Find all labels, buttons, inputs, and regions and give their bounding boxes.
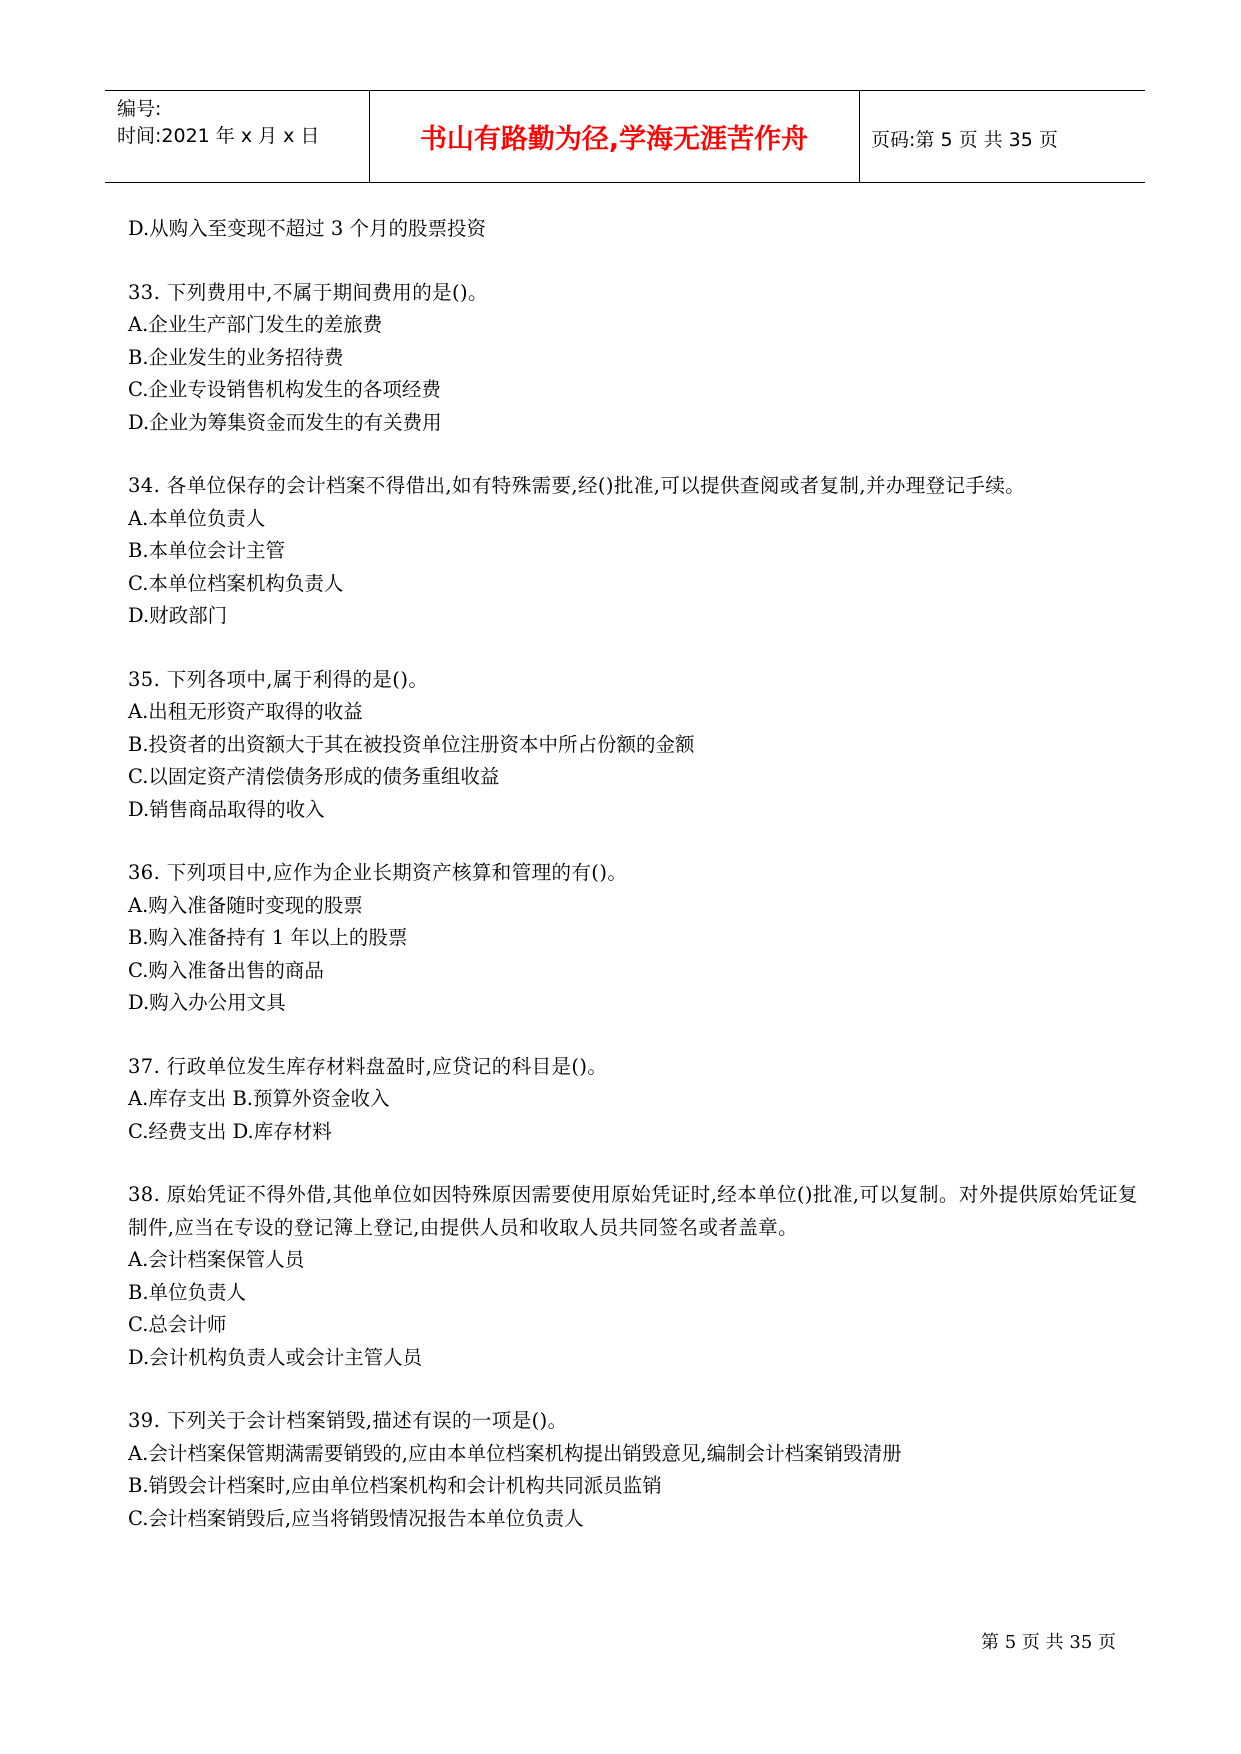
answer-option: C.企业专设销售机构发生的各项经费 (128, 378, 441, 401)
answer-option: C.以固定资产清偿债务形成的债务重组收益 (128, 765, 500, 788)
answer-option: B.购入准备持有 1 年以上的股票 (128, 926, 408, 949)
question-stem: 37. 行政单位发生库存材料盘盈时,应贷记的科目是()。 (128, 1054, 608, 1078)
answer-option: A.会计档案保管人员 (128, 1248, 305, 1271)
answer-option: B.投资者的出资额大于其在被投资单位注册资本中所占份额的金额 (128, 732, 695, 756)
question-block (128, 1051, 1138, 1149)
question-stem: 34. 各单位保存的会计档案不得借出,如有特殊需要,经()批准,可以提供查阅或者复制,并办理登记手续。 (128, 474, 1026, 497)
question-stem: 38. 原始凭证不得外借,其他单位如因特殊原因需要使用原始凭证时,经本单位()批准,可以复制。对外提供原始凭证复制件,应当在专设的登记簿上登记,由提供人员和收取人员共同签名或者盖章。 (128, 1183, 1138, 1239)
question-stem: 36. 下列项目中,应作为企业长期资产核算和管理的有()。 (128, 861, 628, 884)
answer-option: D.会计机构负责人或会计主管人员 (128, 1345, 423, 1369)
answer-option: D.购入办公用文具 (128, 991, 286, 1014)
document-number-label: 编号: (117, 98, 162, 120)
answer-option: C.本单位档案机构负责人 (128, 571, 344, 595)
question-stem: 39. 下列关于会计档案销毁,描述有误的一项是()。 (128, 1409, 568, 1432)
answer-option: B.本单位会计主管 (128, 539, 286, 562)
header-motto-cell (369, 91, 860, 182)
question-block (128, 857, 1138, 1020)
header-info-cell (105, 91, 370, 182)
question-block (128, 664, 1138, 827)
header-page-cell (859, 91, 1145, 182)
question-stem: 33. 下列费用中,不属于期间费用的是()。 (128, 280, 488, 304)
answer-option: A.企业生产部门发生的差旅费 (128, 313, 383, 336)
question-stem: 35. 下列各项中,属于利得的是()。 (128, 667, 429, 691)
page-footer: 第 5 页 共 35 页 (981, 1632, 1116, 1653)
continued-option: D.从购入至变现不超过 3 个月的股票投资 (128, 217, 486, 240)
answer-option: B.企业发生的业务招待费 (128, 345, 344, 369)
answer-option: A.库存支出 B.预算外资金收入 (128, 1087, 390, 1110)
question-list (128, 277, 1138, 1536)
answer-option: D.销售商品取得的收入 (128, 797, 325, 821)
answer-option: A.出租无形资产取得的收益 (128, 700, 363, 723)
header-motto: 书山有路勤为径,学海无涯苦作舟 (419, 124, 809, 155)
answer-option: C.购入准备出售的商品 (128, 958, 324, 982)
answer-option: C.会计档案销毁后,应当将销毁情况报告本单位负责人 (128, 1506, 584, 1530)
answer-option: D.财政部门 (128, 604, 228, 627)
answer-option: A.本单位负责人 (128, 506, 266, 530)
answer-option: B.单位负责人 (128, 1280, 247, 1304)
answer-option: D.企业为筹集资金而发生的有关费用 (128, 410, 442, 434)
question-block (128, 470, 1138, 633)
question-content (128, 213, 1138, 1566)
continued-option-block (128, 213, 1138, 246)
answer-option: A.购入准备随时变现的股票 (128, 893, 363, 917)
answer-option: B.销毁会计档案时,应由单位档案机构和会计机构共同派员监销 (128, 1474, 662, 1497)
header-page-number: 页码:第 5 页 共 35 页 (871, 129, 1058, 151)
document-date-label: 时间:2021 年 x 月 x 日 (117, 125, 320, 147)
question-block (128, 1179, 1138, 1374)
page-header (105, 90, 1145, 183)
question-block (128, 1405, 1138, 1535)
answer-option: A.会计档案保管期满需要销毁的,应由本单位档案机构提出销毁意见,编制会计档案销毁清册 (128, 1441, 902, 1465)
question-block (128, 277, 1138, 440)
answer-option: C.经费支出 D.库存材料 (128, 1119, 332, 1143)
answer-option: C.总会计师 (128, 1313, 227, 1336)
